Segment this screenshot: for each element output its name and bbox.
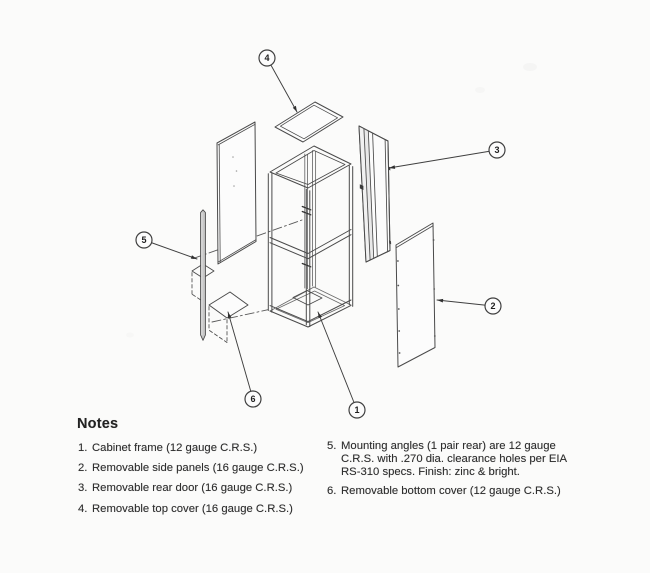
note-number: 5. [327, 440, 337, 452]
notes-left-column [78, 442, 326, 523]
notes-right-column [327, 440, 595, 504]
note-text: Mounting angles (1 pair rear) are 12 gauge C.R.S. with .270 dia. clearance holes per EIA RS-310 specs. Finish: zinc & bright. [341, 440, 568, 479]
note-text: Removable bottom cover (12 gauge C.R.S.) [341, 485, 561, 498]
balloon-number: 1 [354, 405, 360, 416]
note-item-5 [327, 440, 595, 480]
note-item-6 [327, 485, 595, 498]
balloon-number: 5 [141, 235, 147, 246]
note-text: Removable rear door (16 gauge C.R.S.) [92, 482, 293, 495]
note-number: 1. [78, 442, 88, 454]
balloon-number: 4 [264, 53, 270, 64]
note-item-4 [78, 503, 326, 517]
balloon-number: 6 [250, 394, 256, 405]
note-item-3 [78, 482, 326, 496]
balloon-number: 3 [494, 145, 500, 156]
note-item-1 [78, 442, 326, 456]
note-text: Cabinet frame (12 gauge C.R.S.) [92, 442, 258, 454]
note-text: Removable side panels (16 gauge C.R.S.) [92, 462, 304, 475]
note-number: 4. [78, 502, 88, 515]
note-number: 6. [327, 485, 337, 498]
note-number: 2. [78, 462, 88, 475]
note-item-2 [78, 462, 326, 476]
note-number: 3. [78, 482, 88, 495]
notes-heading: Notes [77, 416, 119, 432]
note-text: Removable top cover (16 gauge C.R.S.) [92, 502, 293, 515]
balloon-number: 2 [490, 301, 496, 312]
